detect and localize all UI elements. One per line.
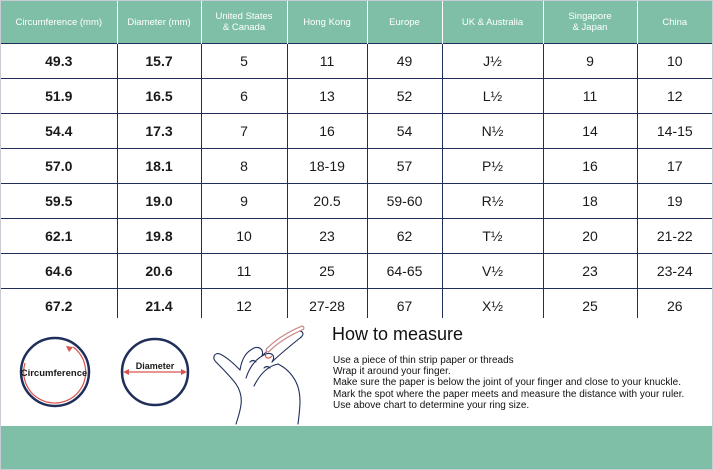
table-cell: 21-22 — [637, 219, 712, 254]
table-cell: 23-24 — [637, 254, 712, 289]
circumference-label: Circumference — [20, 368, 88, 379]
table-cell: 18.1 — [117, 149, 201, 184]
table-cell: 11 — [287, 44, 367, 79]
table-cell: 7 — [201, 114, 287, 149]
table-cell: 49.3 — [1, 44, 117, 79]
table-cell: 14-15 — [637, 114, 712, 149]
column-header: Diameter (mm) — [117, 1, 201, 44]
diameter-label: Diameter — [135, 361, 175, 371]
table-row — [1, 149, 712, 184]
table-cell: 8 — [201, 149, 287, 184]
table-cell: 19 — [637, 184, 712, 219]
table-row — [1, 44, 712, 79]
footer-band — [1, 426, 712, 469]
table-cell: 21.4 — [117, 289, 201, 324]
instructions-list — [333, 355, 684, 411]
table-cell: 23 — [287, 219, 367, 254]
table-cell: 10 — [637, 44, 712, 79]
instruction-line: Make sure the paper is below the joint of your finger and close to your knuckle. — [333, 377, 681, 389]
column-header: Europe — [367, 1, 442, 44]
table-cell: 5 — [201, 44, 287, 79]
table-cell: 57.0 — [1, 149, 117, 184]
table-cell: V½ — [442, 254, 543, 289]
table-cell: 20 — [543, 219, 637, 254]
instruction-line: Use above chart to determine your ring size. — [333, 399, 530, 411]
table-cell: 54 — [367, 114, 442, 149]
table-cell: 64.6 — [1, 254, 117, 289]
arrowhead-icon — [66, 346, 73, 352]
table-row — [1, 79, 712, 114]
table-cell: 13 — [287, 79, 367, 114]
table-cell: 62.1 — [1, 219, 117, 254]
table-cell: 14 — [543, 114, 637, 149]
table-row — [1, 219, 712, 254]
table-cell: 23 — [543, 254, 637, 289]
table-cell: J½ — [442, 44, 543, 79]
table-cell: 12 — [201, 289, 287, 324]
table-cell: 19.0 — [117, 184, 201, 219]
table-cell: 16 — [287, 114, 367, 149]
column-header: United States & Canada — [201, 1, 287, 44]
table-cell: 26 — [637, 289, 712, 324]
table-cell: T½ — [442, 219, 543, 254]
table-cell: 18 — [543, 184, 637, 219]
instruction-line: Use a piece of thin strip paper or threads — [333, 355, 514, 366]
instruction-line: Mark the spot where the paper meets and measure the distance with your ruler. — [333, 388, 685, 400]
table-cell: 15.7 — [117, 44, 201, 79]
table-cell: P½ — [442, 149, 543, 184]
table-cell: 20.6 — [117, 254, 201, 289]
instruction-line: Wrap it around your finger. — [333, 366, 451, 378]
table-cell: 17.3 — [117, 114, 201, 149]
hand-measuring-icon — [206, 322, 326, 426]
table-cell: 54.4 — [1, 114, 117, 149]
table-cell: 11 — [543, 79, 637, 114]
table-cell: 27-28 — [287, 289, 367, 324]
table-cell: 18-19 — [287, 149, 367, 184]
table-row — [1, 184, 712, 219]
column-header: Hong Kong — [287, 1, 367, 44]
table-cell: 6 — [201, 79, 287, 114]
table-cell: 19.8 — [117, 219, 201, 254]
table-row — [1, 114, 712, 149]
column-header: Singapore & Japan — [543, 1, 637, 44]
column-header: UK & Australia — [442, 1, 543, 44]
table-cell: 25 — [287, 254, 367, 289]
table-cell: 11 — [201, 254, 287, 289]
column-header: China — [637, 1, 712, 44]
table-cell: 17 — [637, 149, 712, 184]
table-cell: 16.5 — [117, 79, 201, 114]
table-cell: 59-60 — [367, 184, 442, 219]
table-cell: 59.5 — [1, 184, 117, 219]
how-to-measure-section — [1, 318, 712, 426]
table-cell: L½ — [442, 79, 543, 114]
column-header: Circumference (mm) — [1, 1, 117, 44]
table-body — [1, 44, 712, 324]
table-cell: 25 — [543, 289, 637, 324]
table-cell: 67.2 — [1, 289, 117, 324]
table-cell: 57 — [367, 149, 442, 184]
how-to-measure-title: How to measure — [332, 324, 464, 344]
table-cell: R½ — [442, 184, 543, 219]
diameter-diagram — [117, 333, 197, 413]
table-cell: 52 — [367, 79, 442, 114]
table-cell: N½ — [442, 114, 543, 149]
arrowhead-right-icon — [181, 369, 187, 375]
arrowhead-left-icon — [123, 369, 129, 375]
table-cell: 67 — [367, 289, 442, 324]
ring-size-table — [1, 1, 712, 324]
table-row — [1, 254, 712, 289]
table-header-row — [1, 1, 712, 44]
table-cell: 49 — [367, 44, 442, 79]
circumference-diagram — [11, 333, 103, 413]
table-cell: 62 — [367, 219, 442, 254]
table-cell: 9 — [201, 184, 287, 219]
table-cell: 10 — [201, 219, 287, 254]
table-cell: 64-65 — [367, 254, 442, 289]
table-cell: 9 — [543, 44, 637, 79]
table-cell: 51.9 — [1, 79, 117, 114]
table-cell: 20.5 — [287, 184, 367, 219]
table-cell: X½ — [442, 289, 543, 324]
table-cell: 12 — [637, 79, 712, 114]
table-cell: 16 — [543, 149, 637, 184]
